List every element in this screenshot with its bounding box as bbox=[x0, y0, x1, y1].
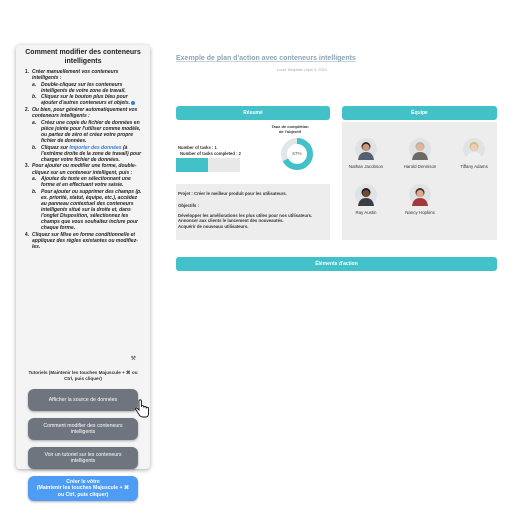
donut-label: Taux de complétion de l'objectif bbox=[271, 124, 309, 134]
show-data-source-button[interactable]: Afficher la source de données bbox=[28, 389, 138, 411]
objective-item: Acquérir de nouveaux utilisateurs. bbox=[178, 223, 249, 229]
team-member bbox=[396, 138, 444, 169]
member-name: Tiffany Adams bbox=[460, 164, 488, 169]
member-name: Nathan Jacobson bbox=[348, 164, 384, 169]
step-text: Cliquez sur Mise en forme conditionnelle et appliquez des règles existantes ou modifiez-les. bbox=[32, 231, 138, 251]
step-number: 3. bbox=[24, 163, 29, 170]
member-name: Harold Dennison bbox=[403, 164, 437, 169]
report-subtitle: Lucid Template | April 9, 2024 bbox=[277, 68, 327, 72]
tasks-count: Number of tasks : 1 bbox=[178, 145, 217, 150]
tutorial-button[interactable]: Voir un tutoriel sur les conteneurs intelligents bbox=[28, 447, 138, 469]
how-to-edit-button[interactable]: Comment modifier des conteneurs intelligents bbox=[28, 418, 138, 440]
objective-item: Développer les améliorations les plus utiles pour nos utilisateurs. bbox=[178, 213, 313, 218]
step-item bbox=[22, 107, 144, 163]
avatar bbox=[355, 184, 377, 206]
member-name: Nancy Hopkins bbox=[405, 210, 435, 215]
report-title: Exemple de plan d'action avec conteneurs intelligents bbox=[176, 55, 356, 62]
hand-cursor-icon bbox=[134, 400, 150, 418]
step-text: Pour ajouter ou modifier une forme, double-cliquez sur un conteneur intelligent, puis : bbox=[32, 163, 137, 176]
help-panel bbox=[16, 45, 150, 498]
step-item bbox=[22, 69, 144, 107]
objective-item: Annoncer aux clients le lancement des nouveautés. bbox=[178, 218, 284, 224]
team-member bbox=[342, 184, 390, 215]
objectives-label: Objectifs : bbox=[178, 203, 200, 208]
avatar bbox=[409, 138, 431, 160]
sub-step: b. Pour ajouter ou supprimer des champs (p. ex. priorité, statut, équipe, etc.), accédez au panneau contextuel des conteneurs intelligents situé sur la droite et, dans l'onglet Disposition, sélectionnez les champs que vous souhaitez inclure pour chaque forme. bbox=[32, 188, 142, 232]
step-text: Ou bien, pour générer automatiquement vos conteneurs intelligents : bbox=[32, 107, 138, 120]
avatar bbox=[355, 138, 377, 160]
tutorial-label: Tutoriels (Maintenir les touches Majuscule + ⌘ ou Ctrl, puis cliquer) bbox=[28, 370, 138, 381]
avatar bbox=[463, 138, 485, 160]
tasks-completed: Number of tasks completed : 2 bbox=[180, 151, 241, 156]
step-text: Créer manuellement vos conteneurs intelligents : bbox=[32, 69, 119, 82]
avatar bbox=[409, 184, 431, 206]
tools-icon[interactable]: ⚒ bbox=[130, 356, 136, 362]
progress-bar-fill bbox=[176, 158, 208, 172]
action-items-header: Éléments d'action bbox=[176, 257, 497, 271]
sub-step: b. Cliquez sur le bouton plus bleu pour ajouter d'autres conteneurs et objets. bbox=[32, 94, 144, 106]
team-member bbox=[342, 138, 390, 169]
sub-step: b. Cliquez sur Importer des données (à l'extrême droite de la zone de travail) pour charger votre fichier de données. bbox=[32, 144, 142, 163]
sub-step: a. Double-cliquez sur les conteneurs intelligents de votre zone de travail. bbox=[32, 81, 126, 94]
project-line: Projet : Créer le meilleur produit pour les utilisateurs. bbox=[178, 191, 287, 196]
progress-bar bbox=[176, 158, 240, 172]
team-header: Équipe bbox=[342, 106, 497, 120]
step-item bbox=[22, 163, 144, 231]
sub-step: a. Ajoutez du texte en sélectionnant une forme et en effectuant votre saisie. bbox=[32, 176, 131, 189]
team-member bbox=[396, 184, 444, 215]
sub-step: a. Créez une copie du fichier de données en pièce jointe pour l'utiliser comme modèle, ou partez de zéro et créez votre propre fichier de données. bbox=[32, 119, 141, 145]
team-container[interactable] bbox=[342, 122, 497, 240]
import-data-link[interactable]: Importer des données bbox=[69, 144, 122, 151]
project-container[interactable] bbox=[176, 184, 330, 240]
steps-list bbox=[22, 69, 144, 250]
step-number: 2. bbox=[24, 107, 29, 114]
objectives-list bbox=[178, 213, 312, 229]
member-name: Ray Austin bbox=[355, 210, 377, 215]
summary-container[interactable] bbox=[176, 122, 330, 182]
step-number: 1. bbox=[24, 69, 29, 75]
team-member bbox=[450, 138, 498, 169]
donut-value: 67% bbox=[292, 151, 302, 156]
resume-header: Résumé bbox=[176, 106, 330, 120]
step-item bbox=[22, 232, 144, 250]
plus-dot-icon bbox=[131, 101, 135, 105]
step-number: 4. bbox=[24, 231, 29, 238]
help-panel-title: Comment modifier des conteneurs intelligents bbox=[25, 49, 141, 65]
create-your-own-button[interactable]: Créer le vôtre (Maintenir les touches Majuscule + ⌘ ou Ctrl, puis cliquer) bbox=[28, 476, 138, 501]
